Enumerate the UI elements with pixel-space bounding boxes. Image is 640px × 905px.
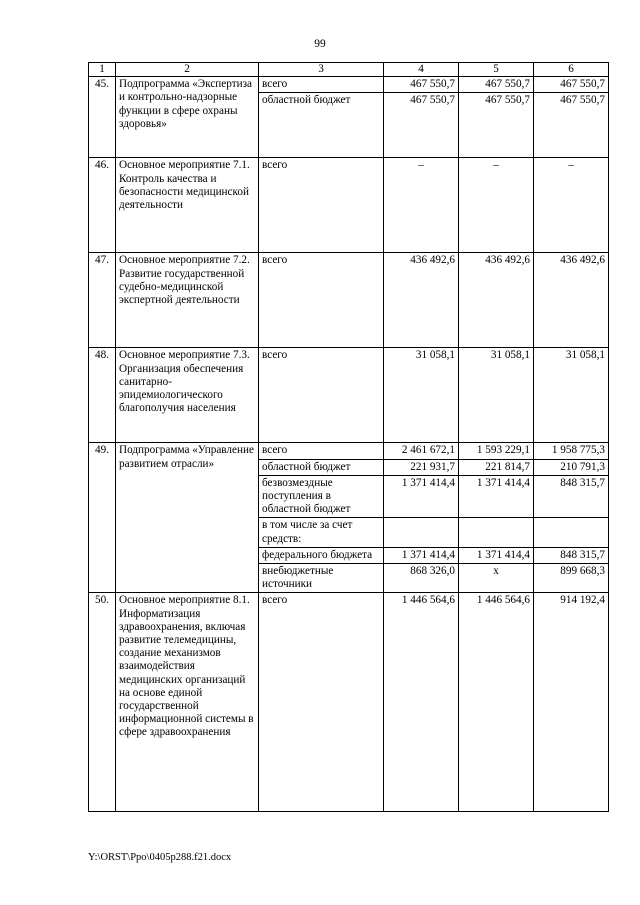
col-header: 5 [459,63,534,77]
value-cell: 1 958 775,3 [534,443,609,459]
value-cell: 467 550,7 [534,77,609,93]
funding-source: внебюджетные источники [259,564,384,593]
row-name: Основное мероприятие 7.3. Организация обеспечения санитарно-эпидемиологического благополучия населения [116,348,259,443]
value-cell: 210 791,3 [534,459,609,475]
value-cell: 899 668,3 [534,564,609,593]
funding-source: всего [259,593,384,812]
row-name: Подпрограмма «Управление развитием отрасли» [116,443,259,593]
value-cell: 436 492,6 [384,253,459,348]
value-cell: 848 315,7 [534,547,609,563]
value-cell: – [384,158,459,253]
funding-source: областной бюджет [259,459,384,475]
value-cell: – [534,158,609,253]
value-cell: 1 446 564,6 [384,593,459,812]
row-number: 49. [89,443,116,593]
value-cell: 1 371 414,4 [459,547,534,563]
table-row [89,77,609,93]
row-name: Подпрограмма «Экспертиза и контрольно-надзорные функции в сфере охраны здоровья» [116,77,259,158]
funding-source: всего [259,253,384,348]
value-cell: 221 814,7 [459,459,534,475]
value-cell: 848 315,7 [534,475,609,518]
table-row [89,443,609,459]
col-header: 6 [534,63,609,77]
row-number: 47. [89,253,116,348]
value-cell [384,518,459,547]
row-name: Основное мероприятие 7.1. Контроль качества и безопасности медицинской деятельности [116,158,259,253]
value-cell: 1 371 414,4 [384,547,459,563]
funding-source: всего [259,158,384,253]
value-cell: 31 058,1 [384,348,459,443]
funding-source: всего [259,443,384,459]
funding-source: в том числе за счет средств: [259,518,384,547]
value-cell: 914 192,4 [534,593,609,812]
funding-source: всего [259,348,384,443]
row-name: Основное мероприятие 8.1. Информатизация здравоохранения, включая развитие телемедицины, создание механизмов взаимодействия медицинских организаций на основе единой государственной информационной системы в сфере здравоохранения [116,593,259,812]
value-cell: 221 931,7 [384,459,459,475]
value-cell: x [459,564,534,593]
value-cell [459,518,534,547]
value-cell: 2 461 672,1 [384,443,459,459]
value-cell: 467 550,7 [459,77,534,93]
page-number: 99 [314,38,326,50]
value-cell: 1 371 414,4 [459,475,534,518]
value-cell: 1 371 414,4 [384,475,459,518]
value-cell: 1 593 229,1 [459,443,534,459]
funding-source: безвозмездные поступления в областной бюджет [259,475,384,518]
value-cell: 1 446 564,6 [459,593,534,812]
table-row [89,593,609,812]
col-header: 1 [89,63,116,77]
row-number: 50. [89,593,116,812]
funding-source: федерального бюджета [259,547,384,563]
value-cell: 31 058,1 [459,348,534,443]
value-cell: 436 492,6 [459,253,534,348]
value-cell: 31 058,1 [534,348,609,443]
table-row [89,158,609,253]
value-cell: 868 326,0 [384,564,459,593]
value-cell: 467 550,7 [459,93,534,158]
row-number: 48. [89,348,116,443]
budget-table [88,62,609,812]
value-cell: – [459,158,534,253]
file-path-footer: Y:\ORST\Ppo\0405p288.f21.docx [88,852,232,863]
funding-source: всего [259,77,384,93]
col-header: 3 [259,63,384,77]
row-number: 45. [89,77,116,158]
row-name: Основное мероприятие 7.2. Развитие государственной судебно-медицинской экспертной деятельности [116,253,259,348]
value-cell: 467 550,7 [534,93,609,158]
value-cell: 436 492,6 [534,253,609,348]
col-header: 4 [384,63,459,77]
col-header: 2 [116,63,259,77]
row-number: 46. [89,158,116,253]
table-row [89,253,609,348]
table-row [89,348,609,443]
header-row [89,63,609,77]
value-cell: 467 550,7 [384,93,459,158]
funding-source: областной бюджет [259,93,384,158]
value-cell [534,518,609,547]
value-cell: 467 550,7 [384,77,459,93]
